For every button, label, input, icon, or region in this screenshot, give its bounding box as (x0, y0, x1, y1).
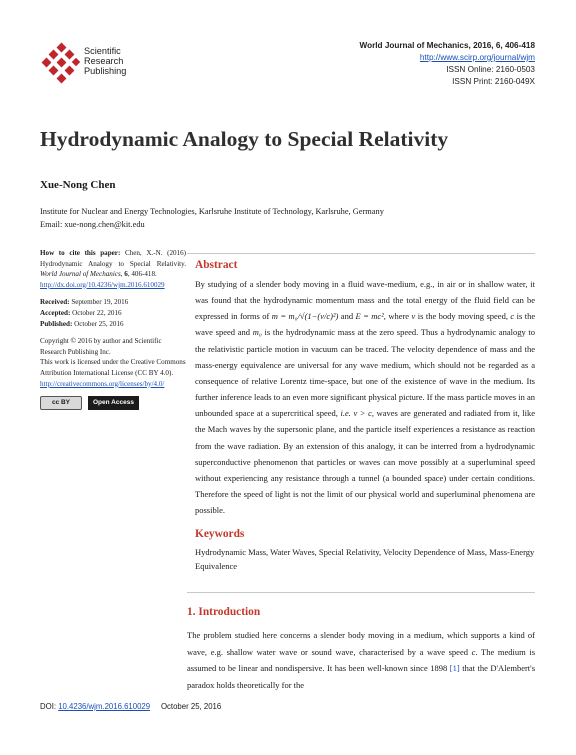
scirp-logo-icon (40, 42, 84, 88)
equation-v-gt-c: v > c (353, 408, 372, 419)
equation-energy: E = mc² (355, 311, 384, 322)
keywords-heading: Keywords (195, 528, 245, 540)
logo-line-2: Research (84, 56, 124, 66)
cite-journal: World Journal of Mechanics, (40, 270, 123, 279)
affiliation: Institute for Nuclear and Energy Technologies, Karlsruhe Institute of Technology, Karlsruhe, Germany (40, 207, 384, 216)
abstract-part-2a: , where (383, 311, 410, 322)
footer-doi-link[interactable]: 10.4236/wjm.2016.610029 (58, 702, 151, 711)
abstract-part-1: By studying of a slender body moving in a fluid wave-medium, e.g., in air or in shallow water, it was found that the hydrodynamic momentum mass and the total energy of the fluid field can be expressed in forms of (195, 279, 535, 322)
copyright-block (40, 336, 186, 389)
author-name: Xue-Nong Chen (40, 179, 116, 191)
license-badges (40, 396, 186, 410)
page-footer (40, 702, 221, 711)
keywords-section (195, 528, 535, 573)
symbol-m0: m₀ (252, 327, 262, 338)
cite-volume: 6 (124, 270, 128, 279)
how-to-cite (40, 248, 186, 290)
abstract-section (195, 259, 535, 518)
cite-pages: , 406-418. (127, 270, 157, 279)
intro-symbol-c: c (471, 646, 476, 657)
author-email: Email: xue-nong.chen@kit.edu (40, 220, 145, 229)
issn-online: ISSN Online: 2160-0503 (446, 65, 535, 74)
introduction-text (187, 627, 535, 693)
abstract-heading: Abstract (195, 259, 238, 271)
cite-text: Chen, X.-N. (2016) Hydrodynamic Analogy to Special Relativity. (40, 249, 186, 268)
intro-part-2: . The medium is assumed to be linear and nondispersive. It has been well-known since 1898 (187, 646, 536, 674)
intro-part-1: The problem studied here concerns a slender body moving in a medium, which supports a kind of wave, e.g. shallow water wave or sound wave, characterised by a wave speed (187, 630, 535, 657)
logo-line-3: Publishing (84, 66, 127, 76)
journal-citation: World Journal of Mechanics, 2016, 6, 406-418 (359, 41, 535, 50)
abstract-part-4: , waves are generated and radiated from it, like the Mach waves by the supersonic plane, and the particle itself experiences a resistance as reaction from the wave radiation. By an extension of this analogy, it can be interred from a hydrodynamic superconductive phenomenon that particles or waves can move possibly at a superluminal speed without experiencing any resistance through a tunnel (a bounded space) under certain conditions. Therefore the speed of light is not the limit of our physical world and superluminal phenomena are possible. (195, 408, 536, 516)
abstract-part-2c: is the wave speed and (195, 311, 536, 338)
published-label: Published: (40, 319, 73, 328)
abstract-text (195, 276, 535, 518)
symbol-v: v (411, 311, 416, 322)
citation-ref-1[interactable]: [1] (449, 663, 460, 674)
symbol-c: c (510, 311, 515, 322)
published-date: October 25, 2016 (74, 319, 124, 328)
issn-print: ISSN Print: 2160-049X (452, 77, 535, 86)
open-access-badge: Open Access (88, 396, 139, 410)
doi-label: DOI: (40, 702, 57, 711)
paper-title: Hydrodynamic Analogy to Special Relativity (40, 127, 449, 151)
accepted-label: Accepted: (40, 308, 71, 317)
article-info-sidebar (40, 248, 186, 410)
section-heading-introduction: 1. Introduction (187, 606, 261, 618)
abstract-part-2b: is the body moving speed, (417, 311, 508, 322)
keywords-text: Hydrodynamic Mass, Water Waves, Special Relativity, Velocity Dependence of Mass, Mass-Energy Equivalence (195, 547, 535, 571)
journal-info (360, 40, 536, 88)
footer-date: October 25, 2016 (160, 702, 222, 711)
accepted-date: October 22, 2016 (72, 308, 122, 317)
divider-top (187, 253, 535, 254)
abstract-and: and (340, 311, 354, 322)
cite-label: How to cite this paper: (40, 249, 121, 257)
equation-mass: m = m₀/√(1−(v/c)²) (271, 311, 339, 322)
received-date: September 19, 2016 (71, 298, 129, 307)
dates-block (40, 297, 186, 329)
license-text: This work is licensed under the Creative Commons Attribution International License (CC BY 4.0). (40, 358, 186, 377)
intro-part-3: that the D'Alembert's paradox holds theoretically for the (187, 663, 535, 690)
divider-bottom (187, 592, 535, 593)
journal-url-link[interactable]: http://www.scirp.org/journal/wjm (419, 53, 535, 62)
abstract-ie: i.e. (340, 408, 351, 419)
license-link[interactable]: http://creativecommons.org/licenses/by/4.0/ (40, 379, 165, 388)
publisher-logo (40, 42, 140, 88)
copyright-text: Copyright © 2016 by author and Scientific Research Publishing Inc. (40, 337, 162, 356)
doi-link[interactable]: http://dx.doi.org/10.4236/wjm.2016.610029 (40, 280, 165, 289)
logo-line-1: Scientific (84, 46, 121, 56)
received-label: Received: (40, 298, 70, 307)
affiliation-block (40, 205, 384, 231)
cc-by-badge-icon[interactable]: cc BY (40, 396, 82, 410)
abstract-part-3: is the hydrodynamic mass at the zero speed. Thus a hydrodynamic analogy to the relativistic particle motion in vacuum can be traced. The velocity dependence of mass and the mass-energy equivalence are universal for any wave medium, which should not be regarded as a consequence of relative Lorentz time-space, but one of the existence of wave in the medium. Its further inference leads to an even more significant physical picture. If the mass particle moves in an unbounded space at a supercritical speed, (195, 327, 536, 419)
